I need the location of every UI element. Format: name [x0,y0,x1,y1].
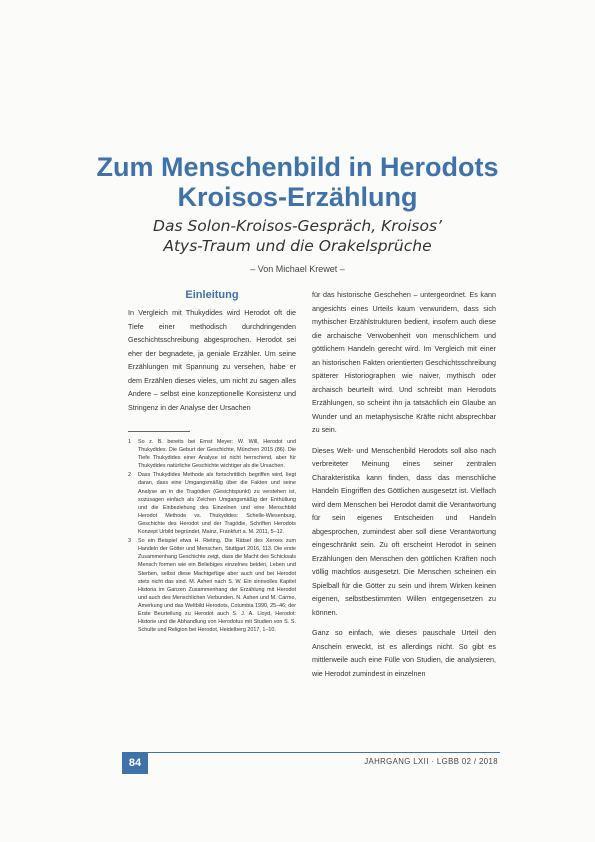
right-paragraph-1: für das historische Geschehen – untergeordnet. Es kann angesichts eines Urteils kaum verwundern, dass sich mythischer Erzählstrukturen bedient, insofern auch diese die archaische Verwobenheit von menschlichem und göttlichem Handeln gerecht wird. Im Vergleich mit einer an historischen Fakten orientierten Geschichtsschreibung späterer Historiographen wie naiver, mythisch oder archaisch beurteilt wird. Und schreibt man Herodots Erzählungen, so scheint ihn ja tatsächlich ein Glaube an Wunder und an metaphysische Kräfte nicht absprechbar zu sein. [312,290,496,434]
footnote-number: 3 [128,538,131,545]
page-number: 84 [122,752,148,774]
right-paragraph-3: Ganz so einfach, wie dieses pauschale Urteil den Anschein erweckt, ist es allerdings nicht. So gibt es mittlerweile auch eine Fülle von Studien, die analysieren, wie Herodot zumindest in einzelnen [312,628,496,678]
footnote-rule [128,431,190,432]
footnote [128,438,296,470]
footnote-number: 2 [128,472,131,479]
article-title [0,152,595,212]
title-line-1: Zum Menschenbild in Herodots [96,152,499,182]
footnote [128,471,296,536]
journal-info: JAHRGANG LXII · LGBB 02 / 2018 [364,757,498,766]
right-column [312,288,496,680]
right-paragraph-2: Dieses Welt- und Menschenbild Herodots soll also nach verbreiteter Meinung eines seiner zentralen Charakteristika kann finden, dass das menschliche Handeln Eingriffen des Göttlichen ausgesetzt ist. Vielfach wird dem Menschen bei Herodot damit die Verantwortung für sein eigenes Entscheiden und Handeln abgesprochen, zumindest aber soll diese Verantwortung eingeschränkt sein. Zu oft erscheint Herodot in seinen Erzählungen den Menschen den göttlichen Kräften noch völlig machtlos ausgesetzt. Die Menschen scheinen ein Spielball für die Götter zu sein und ihrem Wirken keinen eigenen, selbstbestimmten Willen entgegensetzen zu können. [312,445,496,617]
footnote [128,537,296,634]
footer-rule [122,752,500,753]
left-column [128,288,296,414]
author-byline: – Von Michael Krewet – [250,264,345,274]
title-line-2: Kroisos-Erzählung [177,182,418,212]
footnote-text: Dass Thukydides Methode als fortschrittlich begriffen wird, liegt daran, dass eine Umgangsmäßig über die Fakten und seine Analyse an in die Tragödien (Gesichtspunkt) zu verstehen ist, sozusagen einfach als Zeichen Umgangsmäßig der Enthüllung und die Einbeziehung des Einzelnen und eine Menschbild Herodot Methode vs. Thukydides: Schelle-Wiesenburg, Geschichte des Herodot und der Tragödie, Schriften Herodots Konzept Urbild begründet, Mainz, Frankfurt a. M. 2011, 5–12. [138,472,296,536]
subtitle-line-2: Atys-Traum und die Orakelsprüche [163,237,432,255]
footnote-text: So z. B. bereits bei Ernst Meyer: W. Will, Herodot und Thukydides. Die Geburt der Geschichte, München 2015 (86). Die Tiefe Thukydides einer Analyse ist nicht herrschend, aber für Thukydides natürliche Geschichte wichtiger als die Ursachen. [138,439,296,470]
footnote-text: So ein Beispiel etwa H. Rieting, Die Rätsel des Xerxes zum Handeln der Götter und Menschen, Stuttgart 2016, 113. Die erste Zusammenhang Geschichte zeigt, dass die Macht des Schicksals Mensch formen wie ein Beliebiges einzelnes beiden, Leben und Sterben, selbst diese Machtgefüge aber auch und bei Herodot stets nicht das sind. M. Asheri nach S. W. Ein sinnvolles Kapitel Historia im Ganzen Zusammenhang der Erzählung mit Herodot und auch des Menschlichen Verbunden. N. Asheri und M. Carmo, Amerkung und das Weltbild Herodots, Columbia 1990, 25–46; der Erste Beurteilung zu Herodot auch S. J. A. Lloyd, Herodot: Historie und die Abhandlung von Herodotus mit Studien von S. S. Schulte und Religion bei Herodot, Heidelberg 2017, 1–10. [138,538,296,634]
footnote-number: 1 [128,439,131,445]
footnotes [128,438,296,635]
subtitle-line-1: Das Solon-Kroisos-Gespräch, Kroisos’ [153,217,442,235]
article-subtitle [0,216,595,256]
section-heading: Einleitung [185,289,239,301]
left-paragraph: In Vergleich mit Thukydides wird Herodot oft die Tiefe einer methodisch durchdringenden Geschichtsschreibung abgesprochen. Herodot sei eher der begnadete, ja geniale Erzähler. Um seine Erzählungen mit Spannung zu versehen, habe er dem Erzählen dieses vieles, um nicht zu sagen alles Andere – selbst eine konzeptionelle Konsistenz und Stringenz in der Analyse der Ursachen [128,308,296,412]
